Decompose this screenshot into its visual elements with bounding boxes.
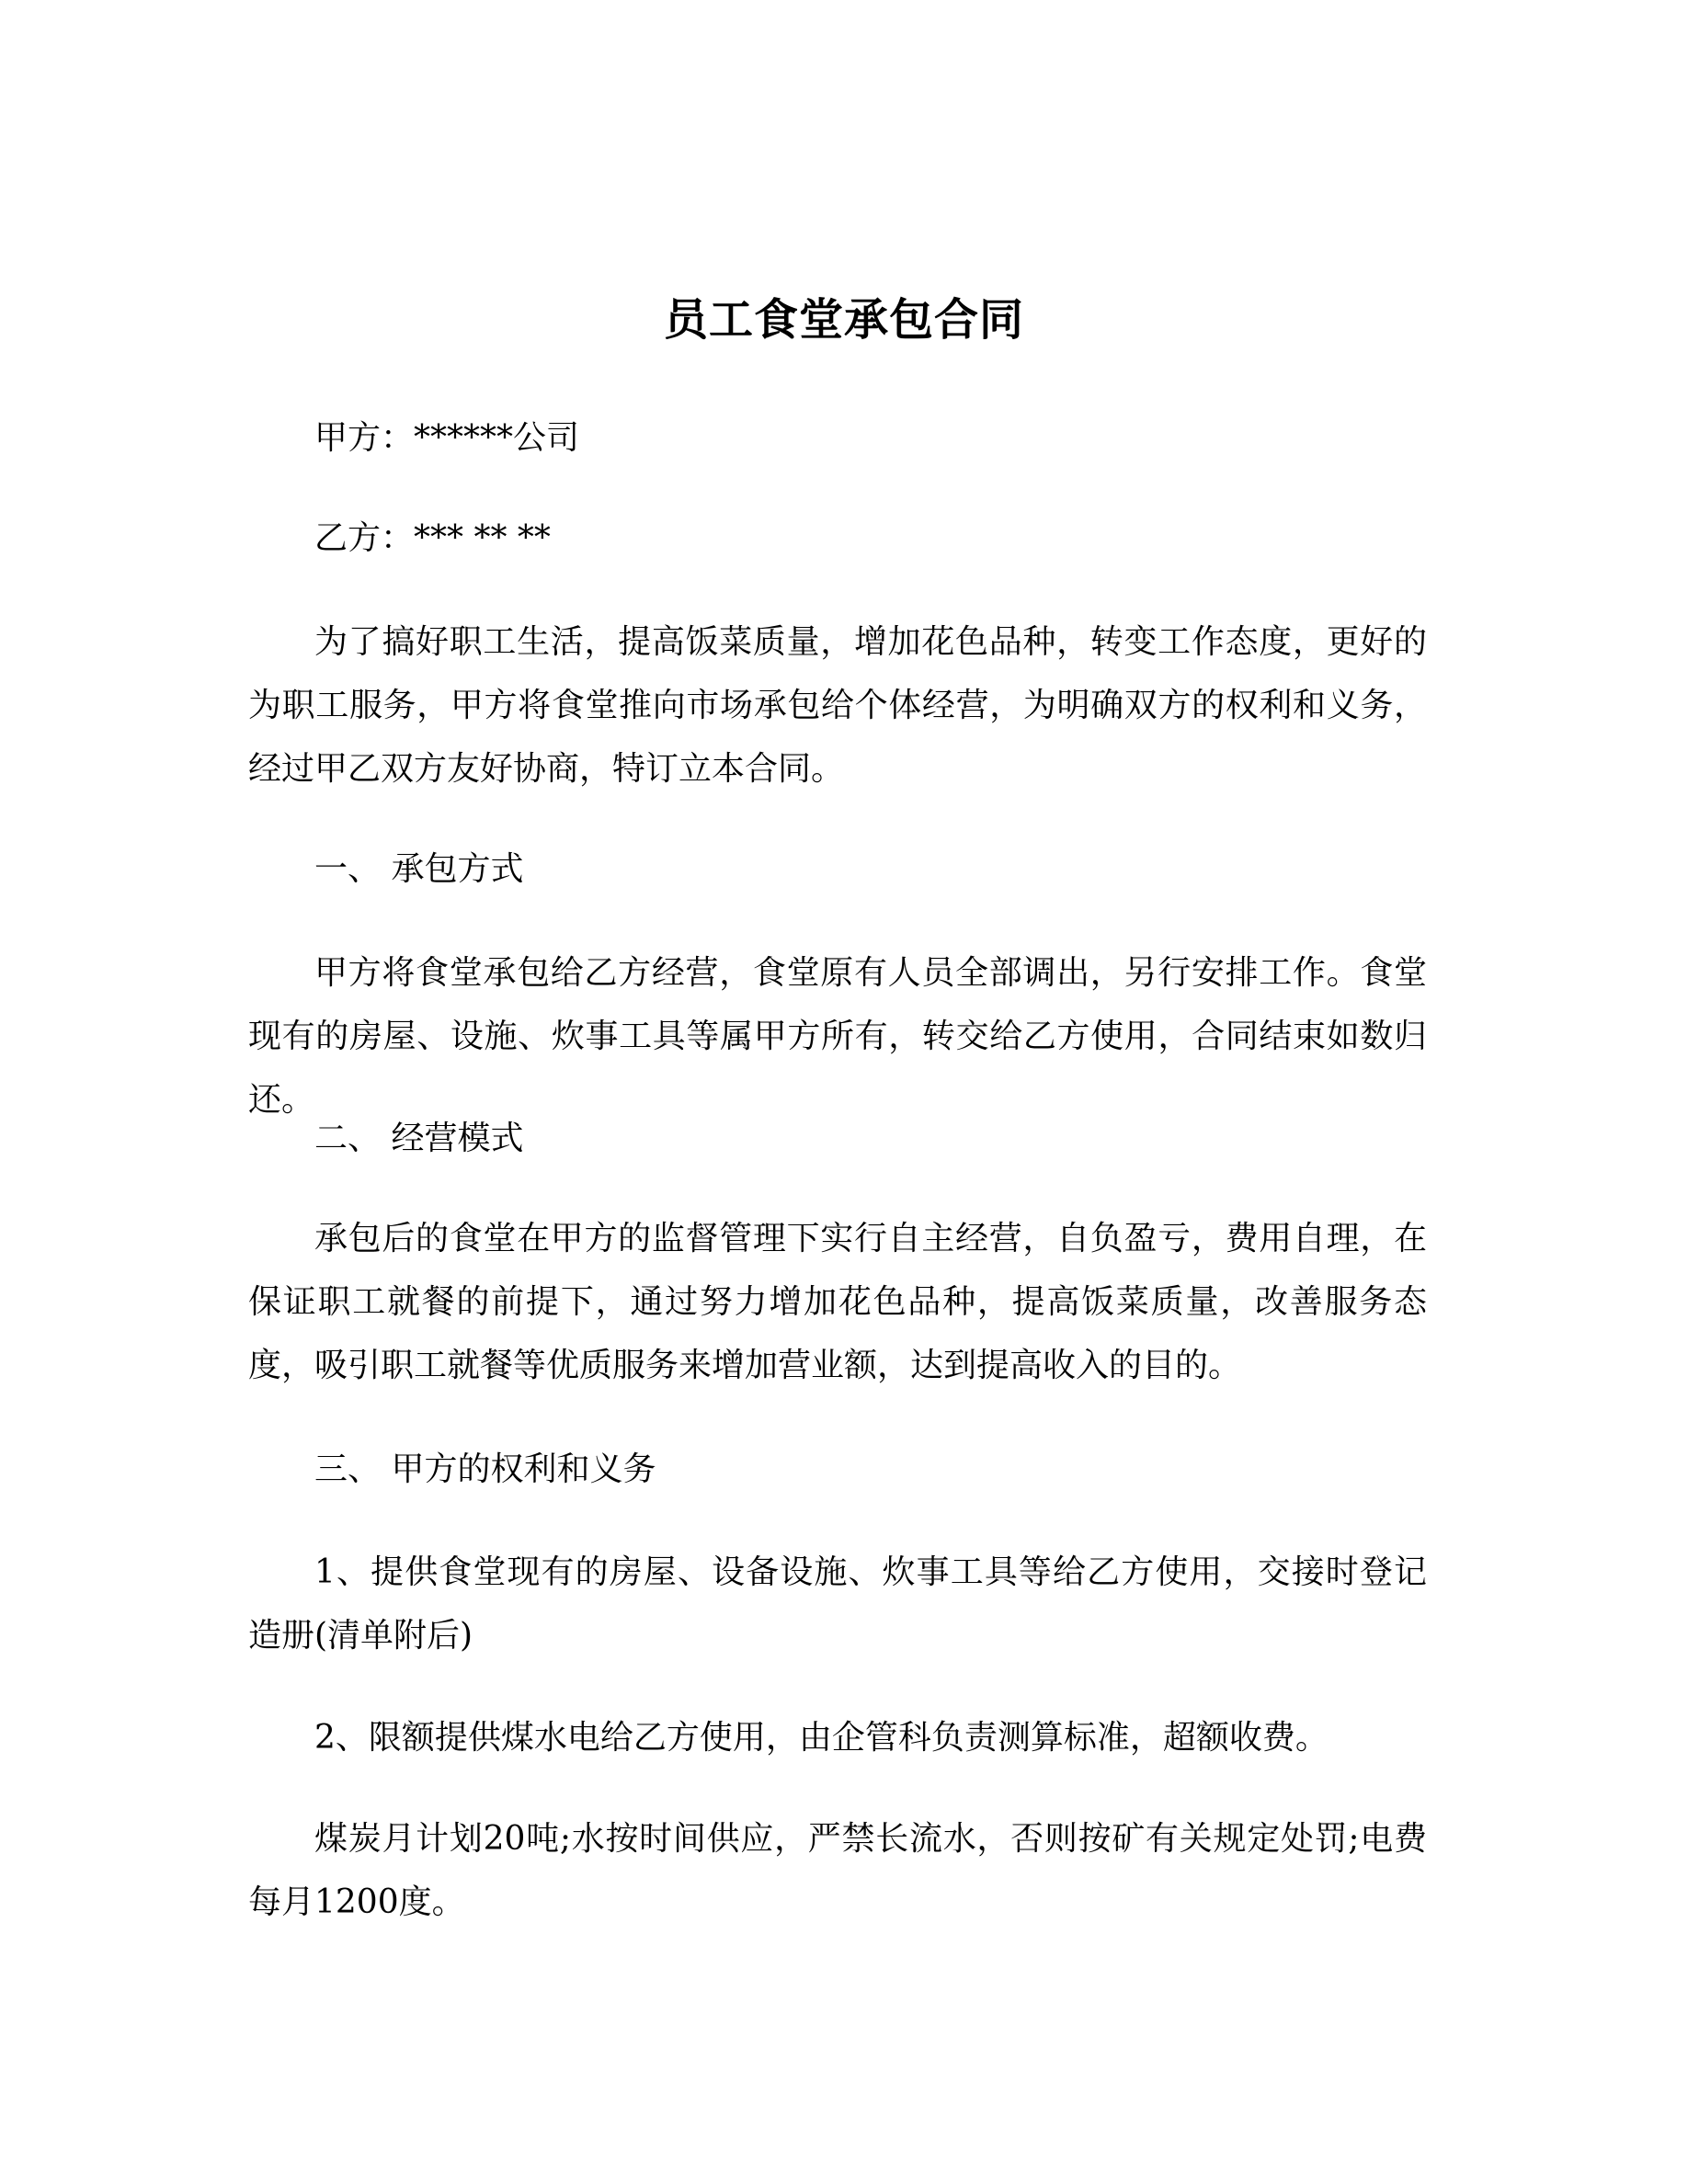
preamble-paragraph: 为了搞好职工生活，提高饭菜质量，增加花色品种，转变工作态度，更好的为职工服务，甲方将食堂推向市场承包给个体经营，为明确双方的权利和义务，经过甲乙双方友好协商，特订立本合同。 bbox=[248, 623, 1427, 788]
document-title: 员工食堂承包合同 bbox=[663, 294, 1024, 346]
section-heading-3: 三、 甲方的权利和义务 bbox=[314, 1450, 656, 1488]
clause-2: 2、限额提供煤水电给乙方使用，由企管科负责测算标准，超额收费。 bbox=[314, 1719, 1329, 1757]
section-1-paragraph: 甲方将食堂承包给乙方经营，食堂原有人员全部调出，另行安排工作。食堂现有的房屋、设施、炊事工具等属甲方所有，转交给乙方使用，合同结束如数归还。 bbox=[248, 954, 1427, 1119]
clause-1: 1、提供食堂现有的房屋、设备设施、炊事工具等给乙方使用，交接时登记造册(清单附后) bbox=[248, 1553, 1427, 1655]
section-2-paragraph: 承包后的食堂在甲方的监督管理下实行自主经营，自负盈亏，费用自理，在保证职工就餐的前提下，通过努力增加花色品种，提高饭菜质量，改善服务态度，吸引职工就餐等优质服务来增加营业额，达到提高收入的目的。 bbox=[248, 1220, 1427, 1384]
clause-2-detail: 煤炭月计划20吨;水按时间供应，严禁长流水，否则按矿有关规定处罚;电费每月1200度。 bbox=[248, 1820, 1427, 1921]
section-heading-1: 一、 承包方式 bbox=[314, 850, 524, 888]
party-a: 甲方：******公司 bbox=[314, 419, 580, 457]
section-heading-2: 二、 经营模式 bbox=[314, 1120, 524, 1157]
party-b: 乙方：*** ** ** bbox=[314, 519, 551, 557]
